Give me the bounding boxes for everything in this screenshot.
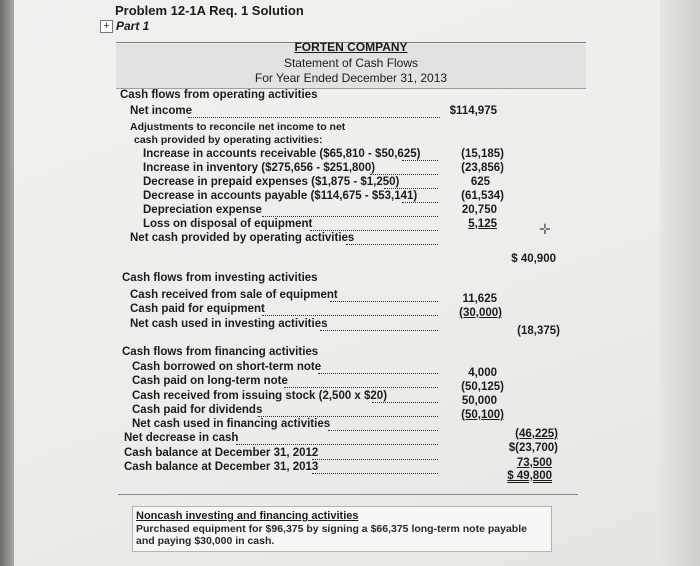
inv-item-sale-amount: 11,625: [462, 293, 497, 305]
op-item-ap-amount: (61,534): [461, 190, 504, 202]
op-item-prepaid-label: Decrease in prepaid expenses ($1,875 - $1,250): [143, 176, 400, 188]
op-item-depreciation-label: Depreciation expense: [143, 204, 262, 216]
net-income-amount: $114,975: [449, 105, 497, 117]
net-decrease-amount: $(23,700): [508, 442, 558, 454]
fin-item-shortnote-label: Cash borrowed on short-term note: [132, 361, 322, 373]
leader-dots: [328, 430, 438, 431]
financing-total-label: Net cash used in financing activities: [132, 418, 331, 430]
noncash-text: Purchased equipment for $96,375 by signing a $66,375 long-term note payable and paying $30,000 in cash.: [136, 523, 527, 547]
leader-dots: [384, 188, 438, 189]
page-left-edge: [0, 0, 14, 566]
fin-item-dividends-amount: (50,100): [461, 409, 504, 421]
adjustments-label-cont: cash provided by operating activities:: [134, 134, 323, 146]
net-income-label: Net income: [130, 105, 192, 117]
expand-icon[interactable]: +: [100, 20, 113, 33]
op-item-depreciation-amount: 20,750: [461, 204, 497, 216]
inv-item-sale-label: Cash received from sale of equipment: [130, 289, 338, 301]
leader-dots: [310, 230, 438, 231]
leader-dots: [236, 444, 438, 445]
company-name: FORTEN COMPANY: [294, 40, 408, 54]
net-decrease-label: Net decrease in cash: [124, 432, 239, 444]
statement-title: Statement of Cash Flows: [283, 56, 419, 70]
leader-dots: [312, 473, 438, 474]
leader-dots: [370, 174, 438, 175]
operating-total-amount: $ 40,900: [511, 253, 556, 265]
leader-dots: [330, 301, 438, 302]
statement-bottom-rule: [118, 494, 578, 495]
inv-item-paid-amount: (30,000): [459, 307, 502, 319]
op-item-ar-amount: (15,185): [461, 148, 504, 160]
leader-dots: [262, 315, 438, 316]
op-item-inventory-amount: (23,856): [461, 162, 504, 174]
investing-total-amount: (18,375): [517, 325, 560, 337]
statement-period: For Year Ended December 31, 2013: [254, 71, 448, 85]
op-item-inventory-label: Increase in inventory ($275,656 - $251,800): [143, 162, 376, 174]
cursor-crosshair-icon: ✛: [539, 221, 551, 237]
leader-dots: [284, 387, 438, 388]
op-item-ar-label: Increase in accounts receivable ($65,810 - $50,625): [143, 148, 421, 160]
begin-balance-amount: 73,500: [516, 457, 552, 469]
fin-item-longnote-amount: (50,125): [461, 381, 504, 393]
leader-dots: [402, 160, 438, 161]
part-label: Part 1: [116, 19, 150, 33]
fin-item-stock-label: Cash received from issuing stock (2,500 x $20): [132, 390, 388, 402]
investing-heading: Cash flows from investing activities: [122, 272, 318, 284]
fin-item-dividends-label: Cash paid for dividends: [132, 404, 263, 416]
financing-heading: Cash flows from financing activities: [122, 346, 319, 358]
leader-dots: [372, 402, 438, 403]
part-row[interactable]: [100, 19, 149, 33]
leader-dots: [188, 117, 440, 118]
leader-dots: [318, 373, 438, 374]
begin-balance-label: Cash balance at December 31, 2012: [124, 447, 319, 459]
end-balance-amount: $ 49,800: [507, 470, 552, 482]
leader-dots: [402, 202, 438, 203]
op-item-loss-amount: 5,125: [468, 218, 497, 230]
fin-item-stock-amount: 50,000: [461, 395, 497, 407]
op-item-prepaid-amount: 625: [470, 176, 490, 188]
operating-total-label: Net cash provided by operating activities: [130, 232, 355, 244]
leader-dots: [258, 416, 438, 417]
financing-total-amount: (46,225): [515, 428, 558, 440]
adjustments-label: Adjustments to reconcile net income to net: [130, 121, 346, 133]
investing-total-label: Net cash used in investing activities: [130, 318, 328, 330]
fin-item-longnote-label: Cash paid on long-term note: [132, 375, 288, 387]
op-item-ap-label: Decrease in accounts payable ($114,675 - $53,141): [143, 190, 418, 202]
leader-dots: [346, 244, 438, 245]
end-balance-label: Cash balance at December 31, 2013: [124, 461, 319, 473]
leader-dots: [320, 330, 438, 331]
leader-dots: [262, 216, 438, 217]
noncash-title: Noncash investing and financing activities: [136, 510, 359, 522]
inv-item-paid-label: Cash paid for equipment: [130, 303, 265, 315]
page-right-edge: [660, 0, 700, 566]
problem-title: Problem 12-1A Req. 1 Solution: [115, 3, 304, 18]
leader-dots: [312, 459, 438, 460]
fin-item-shortnote-amount: 4,000: [468, 367, 497, 379]
operating-heading: Cash flows from operating activities: [120, 89, 318, 101]
noncash-note-box: [132, 506, 552, 552]
op-item-loss-label: Loss on disposal of equipment: [143, 218, 313, 230]
